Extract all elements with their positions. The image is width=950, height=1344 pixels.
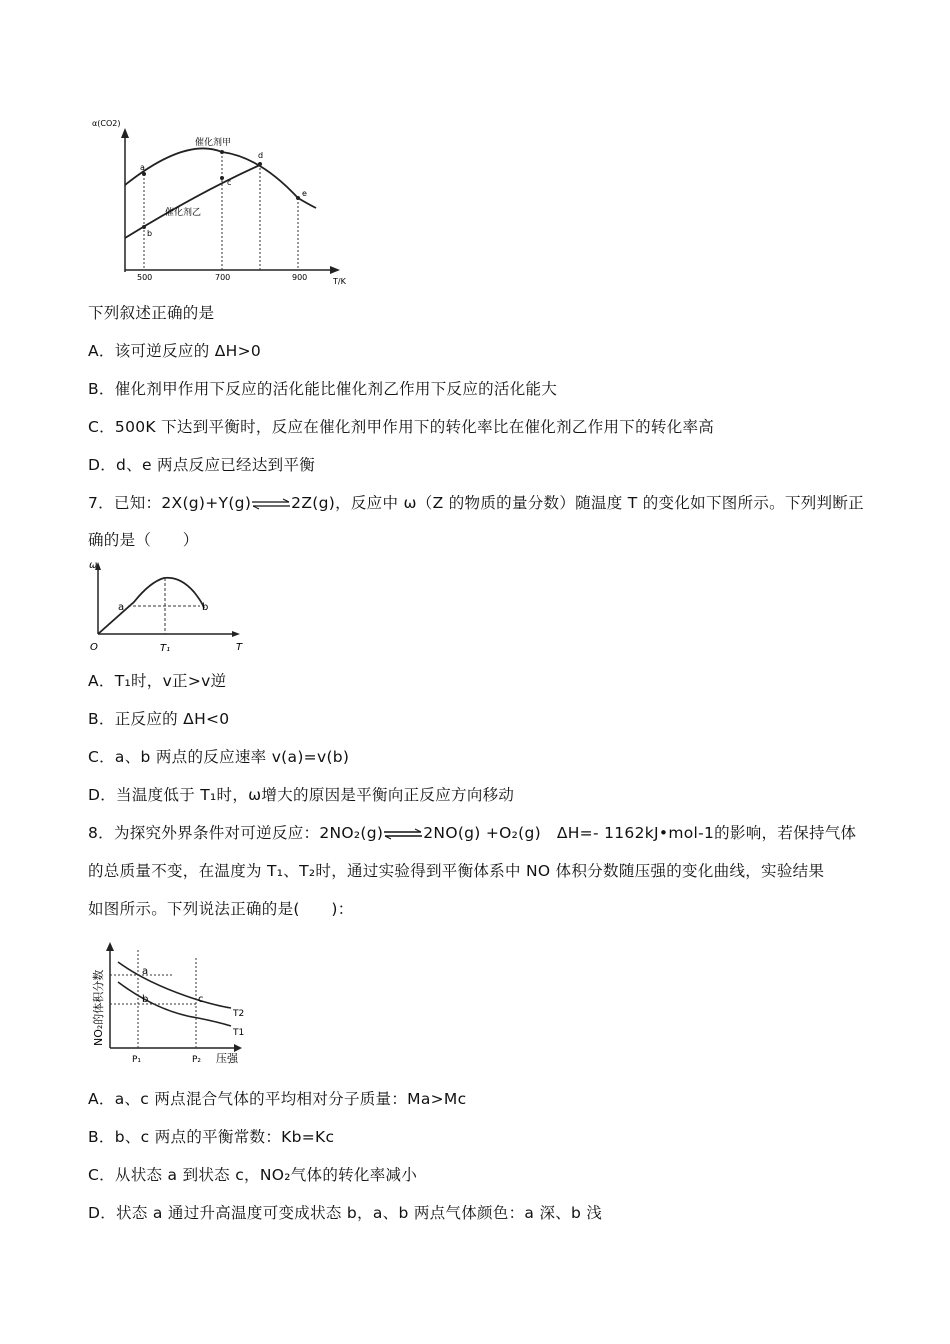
fig2-xlabel: T [236, 642, 243, 653]
q7-option-b: B．正反应的 ΔH<0 [88, 710, 230, 728]
fig1-tick-900: 900 [292, 273, 308, 282]
fig1-tick-500: 500 [137, 273, 153, 282]
q7-stem-part1: 7．已知：2X(g)+Y(g) [88, 494, 252, 512]
q7-option-c: C．a、b 两点的反应速率 v(a)=v(b) [88, 748, 350, 766]
q8-option-d: D．状态 a 通过升高温度可变成状态 b，a、b 两点气体颜色：a 深、b 浅 [88, 1204, 603, 1222]
fig2-t1: T₁ [160, 643, 171, 654]
fig2-ylabel: ω [89, 560, 98, 571]
fig1-point-e: e [302, 189, 307, 198]
fig1-point-a: a [140, 163, 145, 172]
q7-option-d: D．当温度低于 T₁时，ω增大的原因是平衡向正反应方向移动 [88, 786, 515, 804]
fig1-point-b: b [147, 229, 153, 238]
q6-option-b: B．催化剂甲作用下反应的活化能比催化剂乙作用下反应的活化能大 [88, 380, 558, 398]
fig1-label-jia: 催化剂甲 [195, 138, 232, 148]
fig1-ylabel: α(CO2) [92, 119, 121, 128]
fig3-chart [88, 938, 258, 1066]
fig1-xlabel: T/K [333, 277, 346, 286]
fig3-label-t1: T1 [233, 1028, 245, 1038]
fig2-origin: O [90, 642, 98, 653]
q6-stem: 下列叙述正确的是 [88, 304, 215, 322]
q8-stem-part2: 2NO(g) +O₂(g) ΔH=- 1162kJ•mol-1的影响，若保持气体 [423, 824, 857, 842]
fig2-point-a: a [118, 602, 125, 613]
q8-stem-line2: 的总质量不变，在温度为 T₁、T₂时，通过实验得到平衡体系中 NO 体积分数随压强的变化曲线，实验结果 [88, 862, 825, 880]
equilibrium-arrow-icon [383, 828, 423, 840]
q8-option-a: A．a、c 两点混合气体的平均相对分子质量：Ma>Mc [88, 1090, 467, 1108]
fig2-point-b: b [202, 602, 209, 613]
fig1-point-c: c [227, 178, 232, 187]
fig3-label-t2: T2 [233, 1009, 245, 1019]
fig3-ylabel: NO₂的体积分数 [92, 969, 105, 1046]
q8-option-b: B．b、c 两点的平衡常数：Kb=Kc [88, 1128, 335, 1146]
q7-stem-part2: 2Z(g)，反应中 ω（Z 的物质的量分数）随温度 T 的变化如下图所示。下列判断正 [291, 494, 864, 512]
fig2-chart [88, 558, 248, 658]
q7-stem-line2: 确的是（ ） [88, 531, 199, 549]
q7-option-a: A．T₁时，v正>v逆 [88, 672, 227, 690]
fig3-curve-t2 [118, 962, 231, 1008]
q6-option-d: D．d、e 两点反应已经达到平衡 [88, 456, 316, 474]
fig1-tick-700: 700 [215, 273, 231, 282]
fig3-p2: P₂ [192, 1055, 202, 1065]
q8-stem-line3: 如图所示。下列说法正确的是( )： [88, 900, 354, 918]
q8-stem [88, 821, 856, 843]
q6-option-c: C．500K 下达到平衡时，反应在催化剂甲作用下的转化率比在催化剂乙作用下的转化率高 [88, 418, 715, 436]
fig3-point-a: a [142, 966, 149, 977]
fig3-point-c: c [198, 994, 204, 1005]
fig3-point-b: b [142, 994, 149, 1005]
q8-option-c: C．从状态 a 到状态 c，NO₂气体的转化率减小 [88, 1166, 418, 1184]
fig1-chart [90, 112, 370, 287]
equilibrium-arrow-icon [251, 498, 291, 510]
q8-stem-part1: 8．为探究外界条件对可逆反应：2NO₂(g) [88, 824, 384, 842]
q6-option-a: A．该可逆反应的 ΔH>0 [88, 342, 262, 360]
fig1-label-yi: 催化剂乙 [165, 208, 202, 218]
q7-stem [88, 491, 864, 513]
fig1-point-d: d [258, 151, 264, 160]
fig3-xlabel: 压强 [216, 1052, 238, 1065]
fig3-p1: P₁ [132, 1055, 142, 1065]
